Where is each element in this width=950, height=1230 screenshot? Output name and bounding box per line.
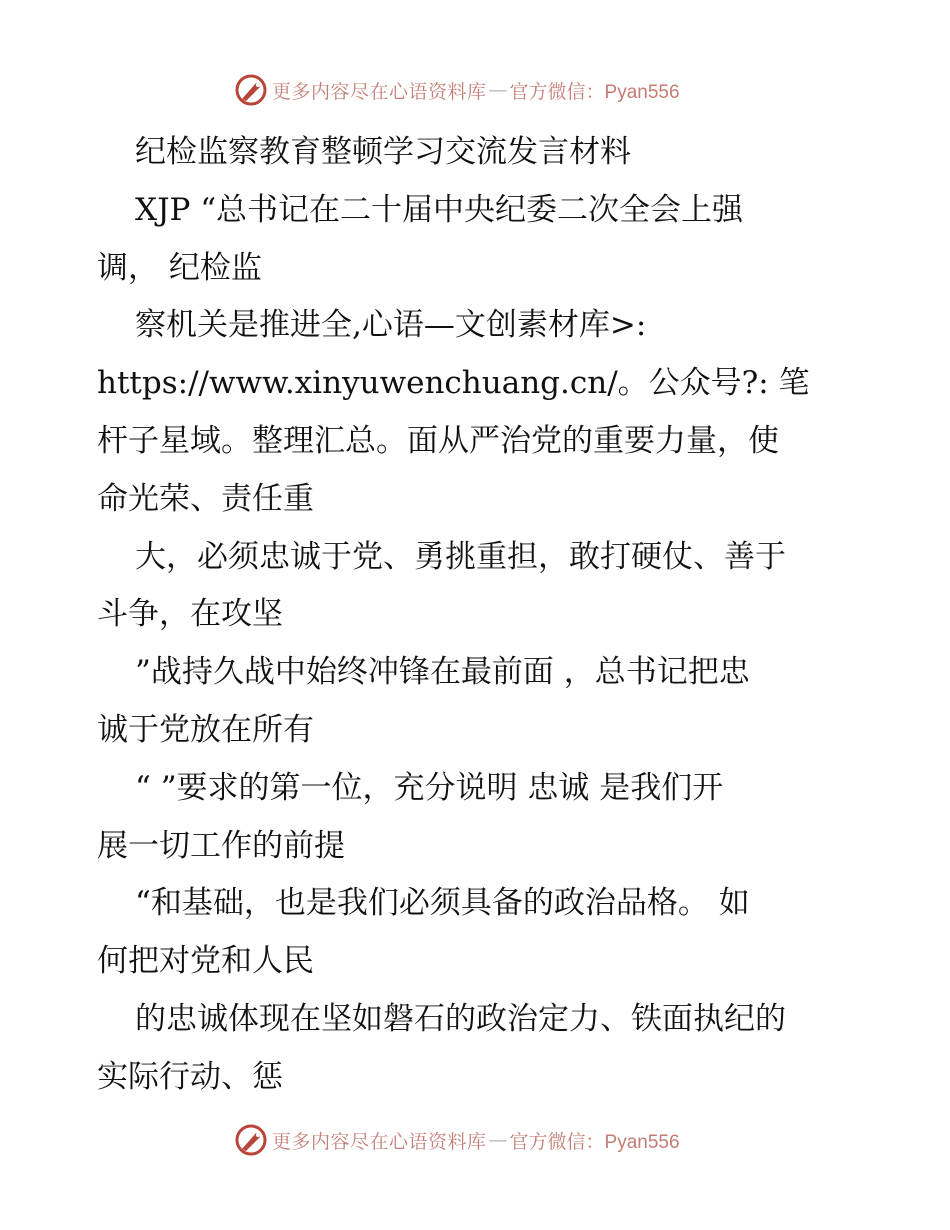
paragraph-line: https://www.xinyuwenchuang.cn/。公众号?: 笔 xyxy=(97,365,810,402)
paragraph-line: 斗争，在攻坚 xyxy=(97,596,283,633)
paragraph-line: 命光荣、责任重 xyxy=(97,480,314,517)
pen-nib-logo-icon xyxy=(234,73,268,107)
document-body xyxy=(97,124,857,1107)
header-watermark xyxy=(234,72,680,108)
paragraph-line: 何把对党和人民 xyxy=(97,943,314,980)
watermark-text: 更多内容尽在心语资料库 xyxy=(272,80,487,103)
pen-nib-logo-icon xyxy=(234,1123,268,1157)
paragraph-line: “和基础，也是我们必须具备的政治品格。 如 xyxy=(135,885,750,922)
paragraph-line: 大，必须忠诚于党、勇挑重担，敢打硬仗、善于 xyxy=(135,538,786,575)
paragraph-line: 诚于党放在所有 xyxy=(97,711,314,748)
watermark-text: 更多内容尽在心语资料库 xyxy=(272,1130,487,1153)
paragraph-line: 调， 纪检监 xyxy=(97,249,262,286)
document-title: 纪检监察教育整顿学习交流发言材料 xyxy=(135,134,631,170)
paragraph-line: 察机关是推进全,心语—文创素材库>: xyxy=(135,307,647,344)
paragraph-line: “ ”要求的第一位，充分说明 忠诚 是我们开 xyxy=(135,769,724,806)
watermark-contact: 官方微信：Pyan556 xyxy=(509,1131,680,1153)
paragraph-line: 的忠诚体现在坚如磐石的政治定力、铁面执纪的 xyxy=(135,1000,786,1037)
watermark-contact: 官方微信：Pyan556 xyxy=(509,81,680,103)
watermark-dash: — xyxy=(488,79,508,101)
paragraph-line: 杆子星域。整理汇总。面从严治党的重要力量，使 xyxy=(97,422,779,459)
paragraph-line: ”战持久战中始终冲锋在最前面 ，总书记把忠 xyxy=(135,654,750,691)
paragraph-line: 展一切工作的前提 xyxy=(97,827,345,864)
paragraph-line: XJP “总书记在二十届中央纪委二次全会上强 xyxy=(135,191,744,228)
paragraph-line: 实际行动、惩 xyxy=(97,1058,283,1095)
footer-watermark xyxy=(234,1122,680,1158)
watermark-dash: — xyxy=(488,1129,508,1151)
